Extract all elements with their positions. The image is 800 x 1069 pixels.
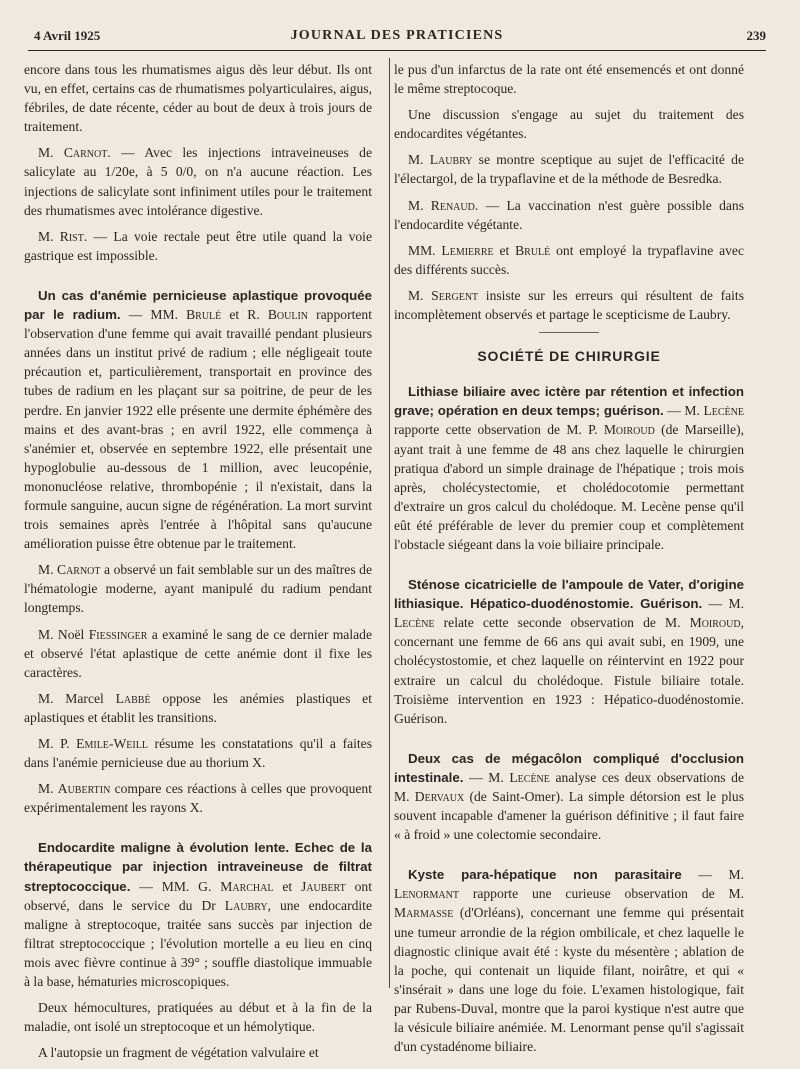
speaker-name: M. Carnot. (38, 145, 111, 161)
header-journal-title: JOURNAL DES PRATICIENS (290, 28, 504, 43)
author-name: Boulin (267, 307, 309, 323)
header-page-number: 239 (746, 28, 766, 43)
author-name: Moiroud (689, 615, 741, 631)
speaker-name: Brulé (515, 242, 551, 258)
speaker-name: Aubertin (57, 781, 111, 797)
paragraph: M. Aubertin compare ces réactions à celles que provoquent expérimentalement les rayons X. (24, 781, 372, 816)
section-anemie: Un cas d'anémie pernicieuse aplastique provoquée par le radium. — MM. Brulé et R. Boulin rapportent l'observation d'une femme qui avait travaillé pendant plusieurs années dans un institut privé de radium ; elle négligeait toute précaution et, particulièrement, transportait en province des tubes de radium en les plaçant sur sa poitrine, de peur de les perdre. En janvier 1922 elle présente une dermite éphémère des mains et des avant-bras ; en avril 1922, elle commença à s'anémier et, observée en septembre 1922, elle présentait une hypoglobulie au-dessous de 1 million, avec leucopénie, mononucléose relative, thrombopénie ; il n'existait, dans la formule sanguine, aucun signe de régénération. La mort survint trois semaines après l'entrée à l'hôpital sans qu'aucune amélioration puisse être obtenue par le traitement. (24, 287, 372, 552)
speaker-name: M. Carnot (38, 562, 101, 578)
separator-rule (539, 332, 599, 333)
right-column (394, 60, 744, 1063)
author-name: Jaubert (301, 878, 346, 894)
author-name: Marmasse (394, 905, 454, 921)
header-rule (28, 50, 766, 51)
paragraph: M. Carnot. — Avec les injections intraveineuses de salicylate au 1/20e, à 5 0/0, on n'a aucune réaction. Les injections de salicylate sont infiniment utiles pour le traitement des rhumatismes avec intolérance digestive. (24, 145, 373, 218)
section-lithiase: Lithiase biliaire avec ictère par rétention et infection grave; opération en deux temps; guérison. — M. Lecène rapporte cette observation de M. P. Moiroud (de Marseille), ayant trait à une femme de 48 ans chez laquelle le chirurgien pratiqua d'abord un simple drainage de l'hépatique ; trois mois après, cholécystectomie, et cholédocotomie permettant d'extraire un gros calcul du cholédoque. M. Lecène pense qu'il eût été préférable de lever du premier coup et complètement l'obstacle siégeant dans la voie biliaire principale. (394, 384, 744, 552)
speaker-name: Fiessinger (88, 626, 148, 642)
author-name: Moiroud (603, 422, 655, 438)
paragraph: M. Rist. — La voie rectale peut être utile quand la voie gastrique est impossible. (24, 228, 372, 263)
section-title: Kyste para-hépatique non parasitaire (408, 867, 682, 883)
header-date: 4 Avril 1925 (34, 28, 101, 43)
section-megacolon: Deux cas de mégacôlon compliqué d'occlusion intestinale. — M. Lecène analyse ces deux observations de M. Dervaux (de Saint-Omer). La simple détorsion est le plus souvent incapable d'amener la guérison définitive ; il faut faire « à froid » une colectomie secondaire. (394, 750, 744, 843)
paragraph: M. Carnot a observé un fait semblable sur un des maîtres de l'hématologie moderne, ayant manipulé du radium pendant longtemps. (24, 562, 372, 616)
speaker-name: Labbé (115, 690, 151, 706)
author-name: Brulé (186, 307, 222, 323)
author-name: Marchal (220, 878, 274, 894)
paragraph: M. Noël Fiessinger a examiné le sang de ce dernier malade et observé l'état aplastique de cette anémie dont il fixe les caractères. (24, 626, 372, 680)
section-title: Sténose cicatricielle de l'ampoule de Vater, d'origine lithiasique. Hépatico-duodénostomie. Guérison. (394, 577, 744, 612)
section-title: Deux cas de mégacôlon compliqué d'occlusion intestinale. (394, 750, 744, 785)
speaker-name: M. Laubry (408, 152, 473, 168)
speaker-name: M. Rist. (38, 228, 88, 244)
society-heading: SOCIÉTÉ DE CHIRURGIE (477, 348, 661, 365)
section-kyste: Kyste para-hépatique non parasitaire — M. Lenormant rapporte une curieuse observation de M. Marmasse (d'Orléans), concernant une femme qui présentait une tumeur arrondie de la région ombilicale, et chez laquelle le diagnostic clinique avait été : kyste du mésentère ; ablation de la poche, qui contenait un liquide filant, noirâtre, et qui « s'insérait » dans une loge du foie. L'examen histologique, fait par Rubens-Duval, montre que la paroi kystique n'est autre que la vésicule biliaire anémiée. M. Lenormant pense qu'il s'agissait d'un cystadénome biliaire. (394, 867, 744, 1055)
author-name: Lenormant (394, 886, 459, 902)
column-divider (389, 58, 390, 988)
speaker-name: Sergent (431, 287, 479, 303)
left-column (24, 60, 372, 1069)
section-title: Lithiase biliaire avec ictère par rétention et infection grave; opération en deux temps; guérison. (394, 384, 744, 419)
section-stenose: Sténose cicatricielle de l'ampoule de Vater, d'origine lithiasique. Hépatico-duodénostomie. Guérison. — M. Lecène relate cette seconde observation de M. Moiroud, concernant une femme de 66 ans qui avait subi, en 1909, une cholécystostomie, et chez laquelle on réintervint en 1922 pour extraire un calcul du cholédoque. Fistule biliaire totale. Troisième intervention en 1923 : Hépatico-duodénostomie. Guérison. (394, 577, 744, 726)
paragraph: encore dans tous les rhumatismes aigus dès leur début. Ils ont vu, en effet, certains cas de rhumatismes polyarticulaires, aigus, fébriles, de date récente, céder au bout de deux à trois jours de traitement. (24, 62, 372, 135)
author-name: Lecène (509, 769, 550, 785)
paragraph: M. Marcel Labbé oppose les anémies plastiques et aplastiques et établit les transitions. (24, 690, 372, 725)
section-endocardite: Endocardite maligne à évolution lente. Echec de la thérapeutique par injection intraveineuse de filtrat streptococcique. — MM. G. Marchal et Jaubert ont observé, dans le service du Dr Laubry, une endocardite maligne à streptocoque, traitée sans succès par injection de filtrat streptococcique ; l'évolution mortelle a eu lieu en cinq mois avec fièvre continue à 39° ; souffle diastolique immuable à la base, hématuries microscopiques. (24, 840, 372, 990)
section-title: Un cas d'anémie pernicieuse aplastique provoquée par le radium. (24, 287, 372, 323)
author-name: Lecène (394, 615, 435, 631)
paragraph: le pus d'un infarctus de la rate ont été ensemencés et ont donné le même streptocoque. (394, 62, 744, 97)
author-name: Laubry (224, 897, 268, 913)
paragraph: MM. Lemierre et Brulé ont employé la trypaflavine avec des différents succès. (394, 242, 744, 277)
section-title: Endocardite maligne à évolution lente. Echec de la thérapeutique par injection intraveineuse de filtrat streptococcique. (24, 840, 372, 894)
paragraph: Deux hémocultures, pratiquées au début et à la fin de la maladie, ont isolé un streptocoque et un hémolytique. (24, 1000, 372, 1035)
paragraph: M. Laubry se montre sceptique au sujet de l'efficacité de l'électargol, de la trypaflavine et de la méthode de Besredka. (394, 152, 744, 187)
running-header (28, 28, 766, 50)
paragraph: M. Renaud. — La vaccination n'est guère possible dans l'endocardite végétante. (394, 197, 744, 232)
author-name: Lecène (703, 403, 744, 419)
speaker-name: Emile-Weill (76, 736, 148, 751)
paragraph: M. P. Emile-Weill résume les constatations qu'il a faites dans l'anémie pernicieuse due au thorium X. (24, 736, 373, 771)
speaker-name: M. Renaud. (408, 197, 479, 213)
author-name: Dervaux (414, 789, 465, 804)
paragraph: M. Sergent insiste sur les erreurs qui résultent de faits incomplètement observés et partage le scepticisme de Laubry. (394, 287, 745, 323)
paragraph: A l'autopsie un fragment de végétation valvulaire et (38, 1045, 319, 1061)
speaker-name: Lemierre (441, 242, 494, 258)
paragraph: Une discussion s'engage au sujet du traitement des endocardites végétantes. (394, 107, 744, 142)
